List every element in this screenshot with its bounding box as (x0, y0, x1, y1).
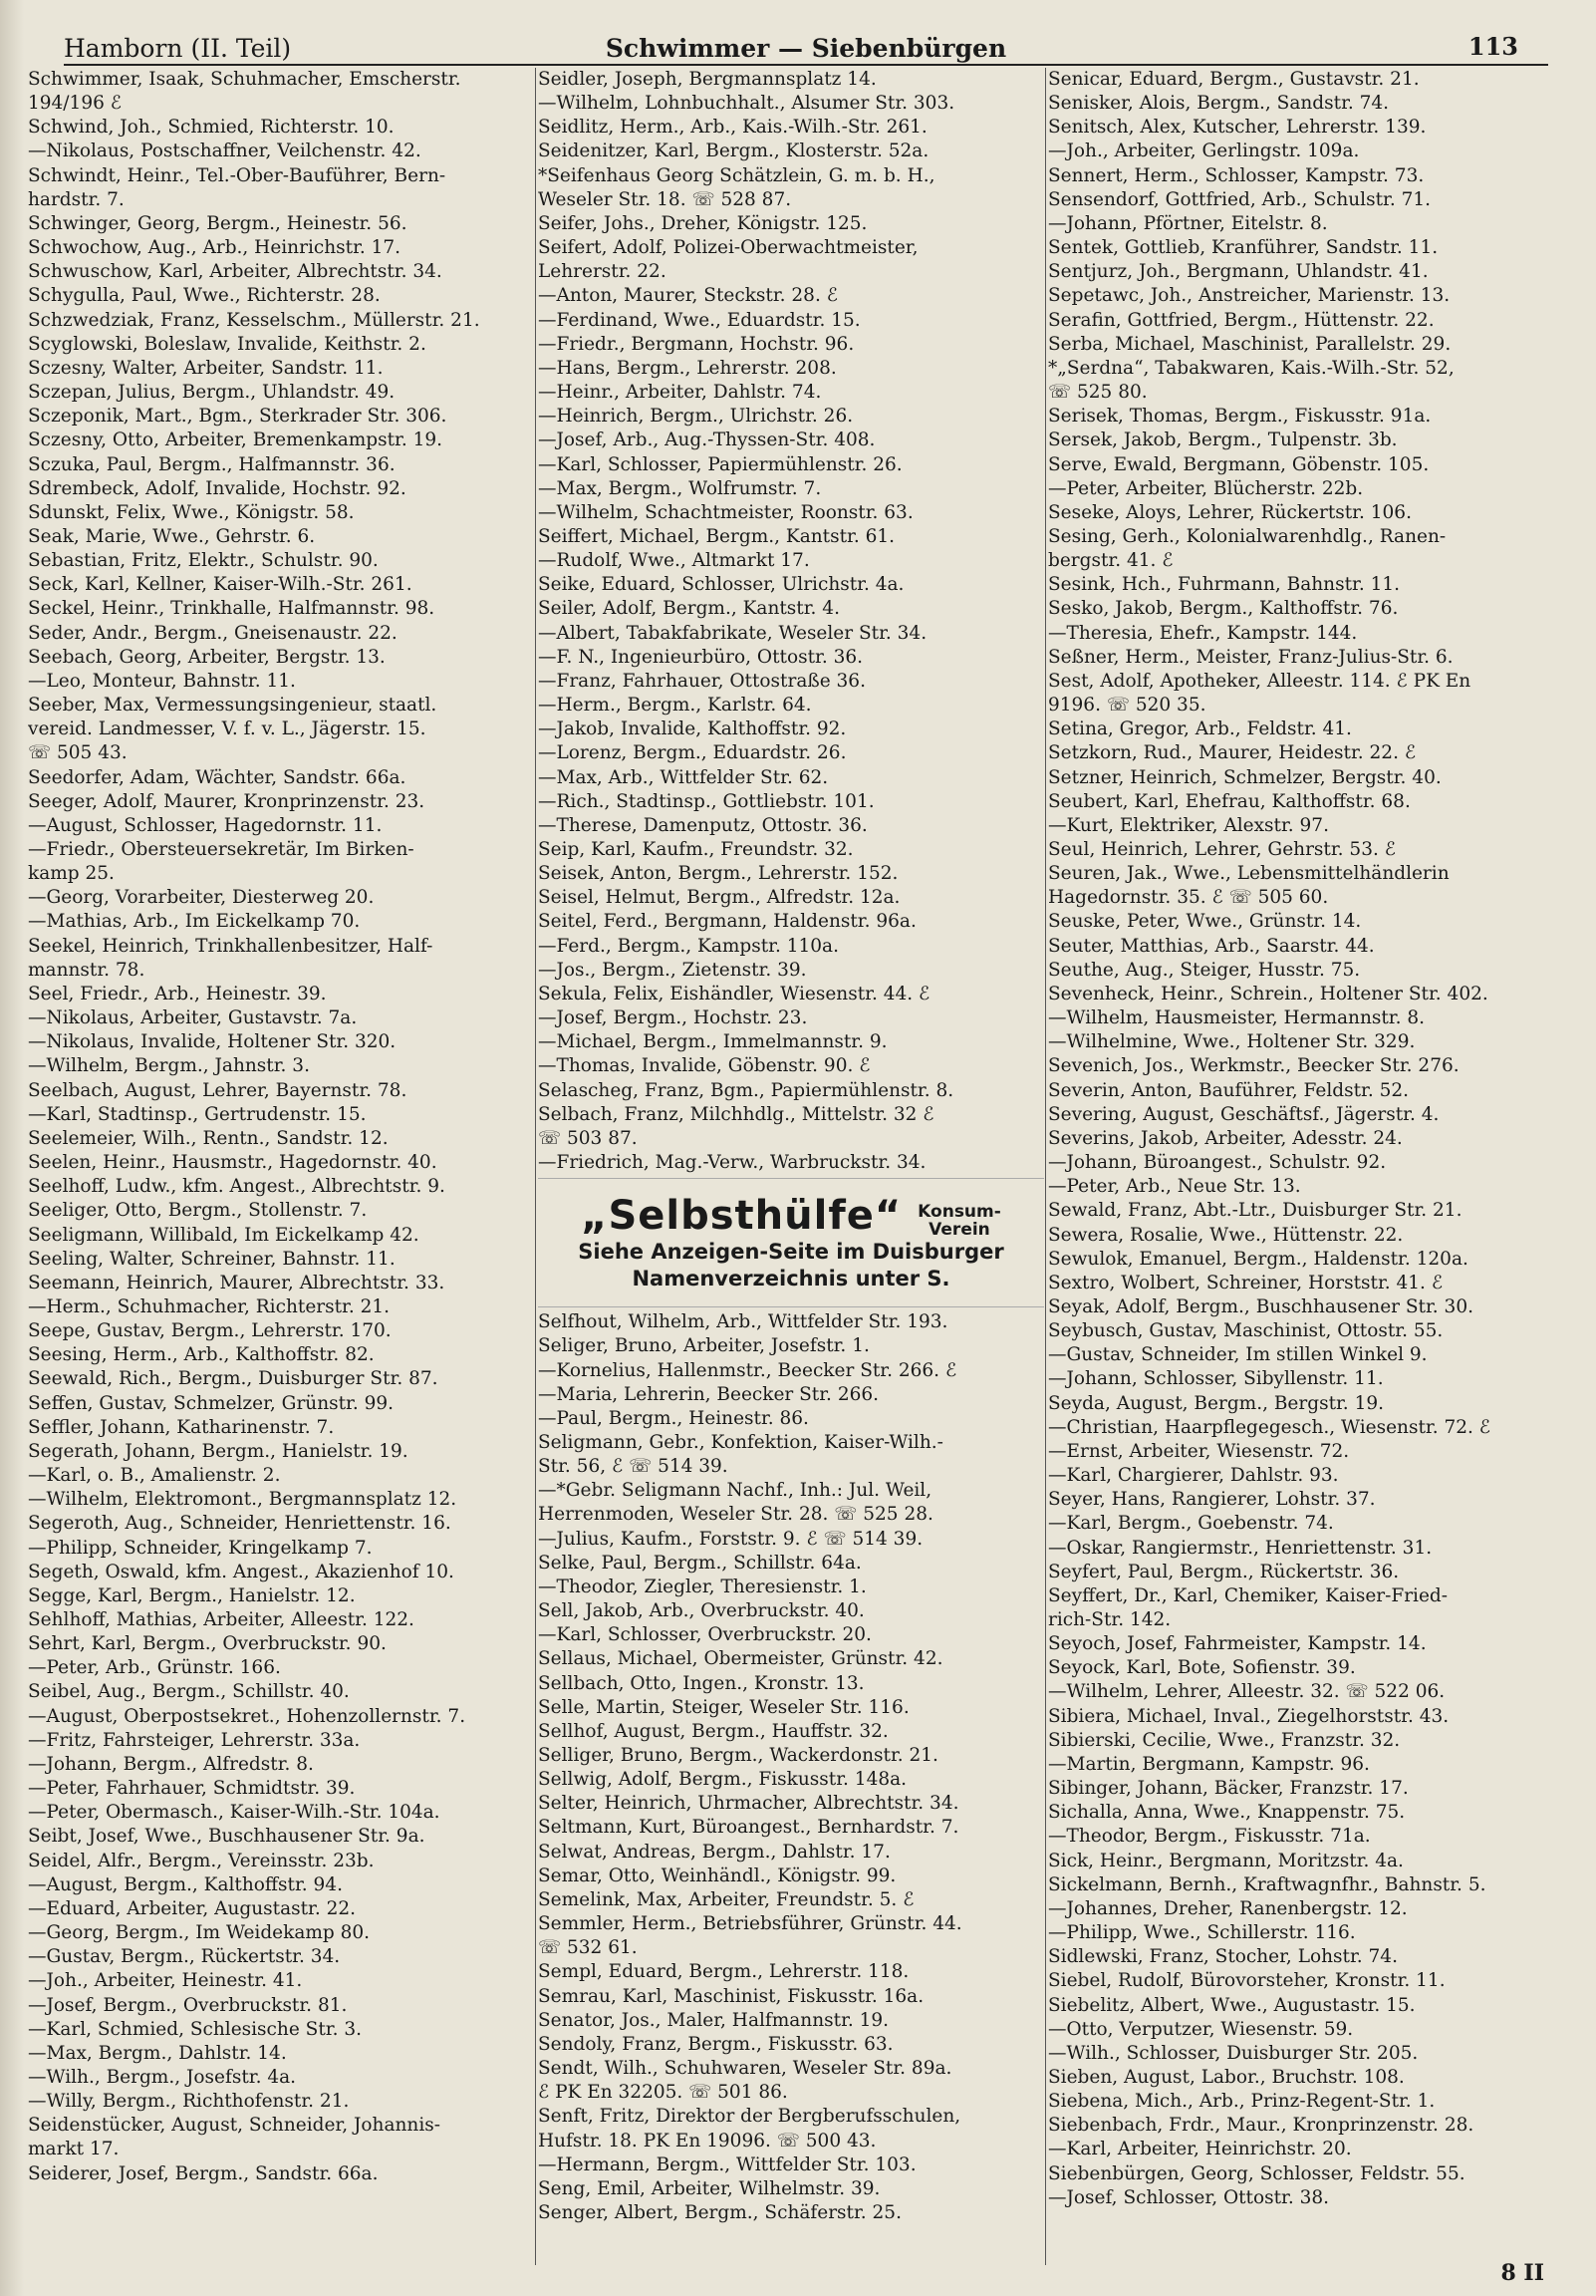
directory-entry: —Karl, Arbeiter, Heinrichstr. 20. (1048, 2139, 1352, 2160)
footer-signature: 8 II (1500, 2260, 1544, 2286)
directory-entry: vereid. Landmesser, V. f. v. L., Jägerstr. 15. (28, 718, 426, 740)
directory-entry: rich-Str. 142. (1048, 1609, 1172, 1630)
directory-entry: Seuter, Matthias, Arb., Saarstr. 44. (1048, 935, 1375, 957)
directory-entry: Seng, Emil, Arbeiter, Wilhelmstr. 39. (538, 2177, 881, 2199)
directory-entry: —Nikolaus, Arbeiter, Gustavstr. 7a. (28, 1007, 358, 1029)
directory-entry: —Hermann, Bergm., Wittfelder Str. 103. (538, 2153, 917, 2175)
directory-entry: —Wilhelm, Lohnbuchhalt., Alsumer Str. 303. (538, 93, 955, 115)
directory-entry: —Therese, Damenputz, Ottostr. 36. (538, 814, 868, 836)
column-1 (28, 68, 534, 2265)
directory-entry: Weseler Str. 18. ☏ 528 87. (538, 188, 792, 210)
directory-entry: Schwuschow, Karl, Arbeiter, Albrechtstr. 34. (28, 261, 442, 283)
directory-entry: —Joh., Arbeiter, Gerlingstr. 109a. (1048, 141, 1360, 162)
directory-entry: Sieben, August, Labor., Bruchstr. 108. (1048, 2066, 1405, 2088)
directory-entry: —Max, Bergm., Dahlstr. 14. (28, 2042, 287, 2064)
directory-entry: Sensendorf, Gottfried, Arb., Schulstr. 71. (1048, 188, 1432, 210)
directory-entry: —Johannes, Dreher, Ranenbergstr. 12. (1048, 1897, 1408, 1919)
directory-entry: Sendt, Wilh., Schuhwaren, Weseler Str. 89a. (538, 2058, 952, 2080)
directory-entry: —Hans, Bergm., Lehrerstr. 208. (538, 357, 837, 379)
directory-entry: Seck, Karl, Kellner, Kaiser-Wilh.-Str. 261. (28, 574, 412, 596)
directory-entry: Seiler, Adolf, Bergm., Kantstr. 4. (538, 598, 840, 620)
directory-entry: —Josef, Bergm., Hochstr. 23. (538, 1007, 808, 1029)
directory-entry: Sesing, Gerh., Kolonialwarenhdlg., Ranen- (1048, 525, 1447, 547)
directory-entry: Semelink, Max, Arbeiter, Freundstr. 5. ℰ (538, 1888, 915, 1910)
directory-entry: Selascheg, Franz, Bgm., Papiermühlenstr. 8. (538, 1079, 954, 1101)
directory-entry: *„Serdna“, Tabakwaren, Kais.-Wilh.-Str. 52, (1048, 357, 1455, 379)
directory-entry: Sibierski, Cecilie, Wwe., Franzstr. 32. (1048, 1729, 1401, 1751)
directory-entry: Semrau, Karl, Maschinist, Fiskusstr. 16a. (538, 1985, 925, 2007)
directory-entry: kamp 25. (28, 863, 115, 885)
directory-entry: Seekel, Heinrich, Trinkhallenbesitzer, Half- (28, 935, 433, 957)
directory-entry: Seepe, Gustav, Bergm., Lehrerstr. 170. (28, 1320, 392, 1342)
directory-entry: —Karl, Bergm., Goebenstr. 74. (1048, 1513, 1334, 1535)
directory-entry: —Karl, o. B., Amalienstr. 2. (28, 1465, 281, 1487)
column-divider (1045, 68, 1046, 2265)
directory-entry: Seidel, Alfr., Bergm., Vereinsstr. 23b. (28, 1850, 375, 1871)
directory-entry: Sczesny, Walter, Arbeiter, Sandstr. 11. (28, 357, 384, 379)
directory-entry: —Kurt, Elektriker, Alexstr. 97. (1048, 814, 1329, 836)
directory-entry: Schwimmer, Isaak, Schuhmacher, Emscherstr. (28, 69, 461, 90)
directory-entry: Segeroth, Aug., Schneider, Henriettenstr. 16. (28, 1513, 451, 1535)
directory-entry: Sebastian, Fritz, Elektr., Schulstr. 90. (28, 550, 379, 572)
directory-entry: Seliger, Bruno, Arbeiter, Josefstr. 1. (538, 1335, 870, 1357)
directory-entry: Seuthe, Aug., Steiger, Husstr. 75. (1048, 959, 1361, 981)
directory-entry: —Johann, Büroangest., Schulstr. 92. (1048, 1152, 1387, 1174)
directory-entry: —Joh., Arbeiter, Heinestr. 41. (28, 1970, 303, 1992)
directory-entry: 9196. ☏ 520 35. (1048, 695, 1206, 717)
directory-entry: Seel, Friedr., Arb., Heinestr. 39. (28, 983, 327, 1004)
directory-entry: —Friedr., Bergmann, Hochstr. 96. (538, 333, 855, 355)
directory-entry: markt 17. (28, 2139, 120, 2160)
header-range: Schwimmer — Siebenbürgen (605, 34, 1007, 63)
directory-entry: —Peter, Arb., Grünstr. 166. (28, 1657, 281, 1679)
directory-entry: —Julius, Kaufm., Forststr. 9. ℰ ☏ 514 39. (538, 1528, 924, 1550)
directory-entry: —Herm., Schuhmacher, Richterstr. 21. (28, 1295, 391, 1317)
directory-entry: ☏ 505 43. (28, 742, 128, 764)
directory-entry: —Max, Arb., Wittfelder Str. 62. (538, 766, 829, 788)
directory-entry: mannstr. 78. (28, 959, 145, 981)
directory-entry: Seiderer, Josef, Bergm., Sandstr. 66a. (28, 2162, 379, 2184)
directory-entry: Schzwedziak, Franz, Kesselschm., Müllerstr. 21. (28, 309, 480, 331)
directory-entry: —Oskar, Rangiermstr., Henriettenstr. 31. (1048, 1537, 1433, 1559)
directory-entry: —Gustav, Bergm., Rückertstr. 34. (28, 1946, 341, 1968)
directory-entry: Seisek, Anton, Bergm., Lehrerstr. 152. (538, 863, 899, 885)
directory-entry: Schygulla, Paul, Wwe., Richterstr. 28. (28, 285, 381, 307)
directory-entry: Seelbach, August, Lehrer, Bayernstr. 78. (28, 1079, 407, 1101)
directory-entry: Senger, Albert, Bergm., Schäferstr. 25. (538, 2201, 902, 2223)
directory-entry: Senitsch, Alex, Kutscher, Lehrerstr. 139. (1048, 117, 1427, 139)
directory-entry: —August, Schlosser, Hagedornstr. 11. (28, 814, 383, 836)
directory-entry: —Wilhelm, Hausmeister, Hermannstr. 8. (1048, 1007, 1426, 1029)
directory-entry: —Ferdinand, Wwe., Eduardstr. 15. (538, 309, 861, 331)
directory-entry: hardstr. 7. (28, 188, 125, 210)
directory-entry: —Maria, Lehrerin, Beecker Str. 266. (538, 1383, 880, 1405)
directory-entry: Siebelitz, Albert, Wwe., Augustastr. 15. (1048, 1994, 1416, 2016)
directory-entry: *Seifenhaus Georg Schätzlein, G. m. b. H., (538, 164, 935, 186)
directory-entry: Seffler, Johann, Katharinenstr. 7. (28, 1416, 335, 1438)
directory-entry: Senisker, Alois, Bergm., Sandstr. 74. (1048, 93, 1390, 115)
directory-entry: Seul, Heinrich, Lehrer, Gehrstr. 53. ℰ (1048, 839, 1396, 860)
directory-entry: Schwinger, Georg, Bergm., Heinestr. 56. (28, 212, 407, 234)
directory-entry: Sewera, Rosalie, Wwe., Hüttenstr. 22. (1048, 1224, 1404, 1246)
directory-entry: Seibel, Aug., Bergm., Schillstr. 40. (28, 1681, 350, 1703)
directory-entry: Seuske, Peter, Wwe., Grünstr. 14. (1048, 911, 1362, 933)
directory-entry: —Nikolaus, Invalide, Holtener Str. 320. (28, 1031, 397, 1053)
directory-entry: Sickelmann, Bernh., Kraftwagnfhr., Bahnstr. 5. (1048, 1873, 1486, 1895)
directory-entry: —Wilhelm, Schachtmeister, Roonstr. 63. (538, 501, 914, 523)
directory-entry: Seelemeier, Wilh., Rentn., Sandstr. 12. (28, 1127, 389, 1149)
directory-entry: Seewald, Rich., Bergm., Duisburger Str. 87. (28, 1368, 438, 1390)
directory-entry: Sehrt, Karl, Bergm., Overbruckstr. 90. (28, 1633, 387, 1655)
directory-entry: Sevenich, Jos., Werkmstr., Beecker Str. 276. (1048, 1055, 1460, 1077)
directory-entry: —Wilhelm, Elektromont., Bergmannsplatz 12. (28, 1489, 457, 1511)
page-edge-shadow (0, 0, 24, 2296)
directory-entry: Seifert, Adolf, Polizei-Oberwachtmeister, (538, 237, 919, 259)
directory-entry: Seesing, Herm., Arb., Kalthoffstr. 82. (28, 1344, 375, 1366)
directory-entry: Sempl, Eduard, Bergm., Lehrerstr. 118. (538, 1961, 910, 1983)
directory-entry: —Herm., Bergm., Karlstr. 64. (538, 695, 812, 717)
directory-entry: —Josef, Bergm., Overbruckstr. 81. (28, 1994, 348, 2016)
directory-entry: Serafin, Gottfried, Bergm., Hüttenstr. 22. (1048, 309, 1435, 331)
directory-entry: Herrenmoden, Weseler Str. 28. ☏ 525 28. (538, 1504, 933, 1526)
directory-entry: Seyak, Adolf, Bergm., Buschhausener Str. 30. (1048, 1295, 1473, 1317)
directory-entry: Sennert, Herm., Schlosser, Kampstr. 73. (1048, 164, 1425, 186)
directory-entry: Selfhout, Wilhelm, Arb., Wittfelder Str. 193. (538, 1311, 948, 1333)
directory-entry: Seyfert, Paul, Bergm., Rückertstr. 36. (1048, 1561, 1400, 1582)
directory-entry: Sdunskt, Felix, Wwe., Königstr. 58. (28, 501, 355, 523)
directory-entry: —Johann, Pförtner, Eitelstr. 8. (1048, 212, 1328, 234)
directory-entry: Sentjurz, Joh., Bergmann, Uhlandstr. 41. (1048, 261, 1429, 283)
directory-entry: Sevenheck, Heinr., Schrein., Holtener Str. 402. (1048, 983, 1488, 1004)
directory-entry: Sesink, Hch., Fuhrmann, Bahnstr. 11. (1048, 574, 1401, 596)
directory-entry: —Lorenz, Bergm., Eduardstr. 26. (538, 742, 847, 764)
directory-entry: Siebenbürgen, Georg, Schlosser, Feldstr. 55. (1048, 2162, 1465, 2184)
selbsthuelfe-advertisement (538, 1178, 1044, 1307)
directory-entry: Seubert, Karl, Ehefrau, Kalthoffstr. 68. (1048, 790, 1411, 812)
directory-entry: Seder, Andr., Bergm., Gneisenaustr. 22. (28, 622, 398, 644)
directory-entry: —F. N., Ingenieurbüro, Ottostr. 36. (538, 646, 864, 668)
directory-entry: Sellwig, Adolf, Bergm., Fiskusstr. 148a. (538, 1769, 908, 1791)
directory-entry: Setzkorn, Rud., Maurer, Heidestr. 22. ℰ (1048, 742, 1417, 764)
directory-entry: —Johann, Bergm., Alfredstr. 8. (28, 1753, 314, 1775)
directory-entry: Schwochow, Aug., Arb., Heinrichstr. 17. (28, 237, 401, 259)
directory-entry: —Leo, Monteur, Bahnstr. 11. (28, 670, 296, 692)
directory-entry: Sidlewski, Franz, Stocher, Lohstr. 74. (1048, 1946, 1398, 1968)
directory-entry: —Friedr., Obersteuersekretär, Im Birken- (28, 839, 414, 860)
directory-entry: Seisel, Helmut, Bergm., Alfredstr. 12a. (538, 887, 901, 909)
header-volume: Hamborn (II. Teil) (64, 34, 292, 63)
directory-entry: Seffen, Gustav, Schmelzer, Grünstr. 99. (28, 1392, 395, 1414)
directory-entry: Siebena, Mich., Arb., Prinz-Regent-Str. 1. (1048, 2091, 1436, 2113)
directory-entry: Seip, Karl, Kaufm., Freundstr. 32. (538, 839, 854, 860)
directory-entry: Setina, Gregor, Arb., Feldstr. 41. (1048, 718, 1352, 740)
page-header (64, 28, 1548, 66)
directory-entry: ☏ 503 87. (538, 1127, 638, 1149)
directory-entry: Sextro, Wolbert, Schreiner, Horststr. 41. ℰ (1048, 1272, 1444, 1293)
directory-entry: —Martin, Bergmann, Kampstr. 96. (1048, 1753, 1370, 1775)
directory-entry: Seidenstücker, August, Schneider, Johannis- (28, 2115, 440, 2137)
directory-entry: Sendoly, Franz, Bergm., Fiskusstr. 63. (538, 2033, 894, 2055)
directory-entry: Sewulok, Emanuel, Bergm., Haldenstr. 120a. (1048, 1248, 1468, 1270)
directory-entry: Sczesny, Otto, Arbeiter, Bremenkampstr. 19. (28, 430, 443, 451)
directory-entry: —Rich., Stadtinsp., Gottliebstr. 101. (538, 790, 875, 812)
directory-entry: —Heinr., Arbeiter, Dahlstr. 74. (538, 382, 822, 404)
directory-entry: Sichalla, Anna, Wwe., Knappenstr. 75. (1048, 1802, 1406, 1824)
directory-entry: Seligmann, Gebr., Konfektion, Kaiser-Wilh.- (538, 1431, 943, 1453)
directory-entry: Sick, Heinr., Bergmann, Moritzstr. 4a. (1048, 1850, 1404, 1871)
ad-title: „Selbsthülfe“ (581, 1193, 903, 1240)
directory-entry: —Wilh., Schlosser, Duisburger Str. 205. (1048, 2042, 1419, 2064)
directory-entry: —Ernst, Arbeiter, Wiesenstr. 72. (1048, 1440, 1350, 1462)
directory-entry: —Wilhelm, Bergm., Jahnstr. 3. (28, 1055, 310, 1077)
directory-entry: —Karl, Schmied, Schlesische Str. 3. (28, 2018, 362, 2040)
directory-entry: —Franz, Fahrhauer, Ottostraße 36. (538, 670, 866, 692)
directory-entry: —Georg, Vorarbeiter, Diesterweg 20. (28, 887, 375, 909)
directory-entry: Seidler, Joseph, Bergmannsplatz 14. (538, 69, 877, 90)
directory-entry: Sell, Jakob, Arb., Overbruckstr. 40. (538, 1600, 865, 1622)
directory-entry: Sczepan, Julius, Bergm., Uhlandstr. 49. (28, 382, 396, 404)
directory-entry: Seeling, Walter, Schreiner, Bahnstr. 11. (28, 1248, 396, 1270)
directory-entry: Seelen, Heinr., Hausmstr., Hagedornstr. 40. (28, 1152, 437, 1174)
directory-entry: Sersek, Jakob, Bergm., Tulpenstr. 3b. (1048, 430, 1398, 451)
directory-entry: 194/196 ℰ (28, 93, 122, 115)
directory-entry: —Peter, Fahrhauer, Schmidtstr. 39. (28, 1778, 356, 1800)
directory-entry: Serba, Michael, Maschinist, Parallelstr. 29. (1048, 333, 1452, 355)
directory-entry: —Karl, Schlosser, Papiermühlenstr. 26. (538, 453, 903, 475)
directory-entry: —Theodor, Ziegler, Theresienstr. 1. (538, 1576, 867, 1597)
directory-entry: —Josef, Arb., Aug.-Thyssen-Str. 408. (538, 430, 876, 451)
directory-entry: Selliger, Bruno, Bergm., Wackerdonstr. 21. (538, 1745, 938, 1766)
directory-entry: —Otto, Verputzer, Wiesenstr. 59. (1048, 2018, 1354, 2040)
directory-entry: Severins, Jakob, Arbeiter, Adesstr. 24. (1048, 1127, 1403, 1149)
directory-entry: —Wilhelmine, Wwe., Holtener Str. 329. (1048, 1031, 1416, 1053)
directory-entry: —Mathias, Arb., Im Eickelkamp 70. (28, 911, 361, 933)
directory-entry: Sellhof, August, Bergm., Hauffstr. 32. (538, 1720, 889, 1742)
directory-entry: Hagedornstr. 35. ℰ ☏ 505 60. (1048, 887, 1329, 909)
directory-entry: Senicar, Eduard, Bergm., Gustavstr. 21. (1048, 69, 1420, 90)
directory-entry: Segeth, Oswald, kfm. Angest., Akazienhof 10. (28, 1561, 454, 1582)
directory-entry: Scyglowski, Boleslaw, Invalide, Keithstr. 2. (28, 333, 426, 355)
directory-entry: Seyda, August, Bergm., Bergstr. 19. (1048, 1392, 1384, 1414)
directory-entry: Sczuka, Paul, Bergm., Halfmannstr. 36. (28, 453, 396, 475)
directory-entry: Schwind, Joh., Schmied, Richterstr. 10. (28, 117, 395, 139)
directory-entry: ☏ 525 80. (1048, 382, 1148, 404)
directory-entry: Senator, Jos., Maler, Halfmannstr. 19. (538, 2009, 890, 2031)
directory-entry: Seuren, Jak., Wwe., Lebensmittelhändlerin (1048, 863, 1450, 885)
directory-entry: —Karl, Stadtinsp., Gertrudenstr. 15. (28, 1103, 367, 1125)
ad-line-1: Siehe Anzeigen-Seite im Duisburger (578, 1240, 1004, 1265)
ad-side-text: Konsum- Verein (918, 1202, 1001, 1241)
directory-entry: Seyoch, Josef, Fahrmeister, Kampstr. 14. (1048, 1633, 1427, 1655)
directory-entry: —Peter, Obermasch., Kaiser-Wilh.-Str. 104a. (28, 1802, 440, 1824)
directory-entry: —Heinrich, Bergm., Ulrichstr. 26. (538, 406, 854, 428)
directory-entry: Sehlhoff, Mathias, Arbeiter, Alleestr. 122. (28, 1609, 414, 1630)
directory-entry: Sentek, Gottlieb, Kranführer, Sandstr. 11. (1048, 237, 1439, 259)
directory-entry: Sekula, Felix, Eishändler, Wiesenstr. 44. ℰ (538, 983, 931, 1004)
directory-entry: Sest, Adolf, Apotheker, Alleestr. 114. ℰ PK En (1048, 670, 1471, 692)
directory-entry: Seyock, Karl, Bote, Sofienstr. 39. (1048, 1657, 1356, 1679)
directory-entry: Seyffert, Dr., Karl, Chemiker, Kaiser-Fried- (1048, 1584, 1449, 1606)
directory-entry: ☏ 532 61. (538, 1937, 638, 1959)
directory-entry: —Willy, Bergm., Richthofenstr. 21. (28, 2091, 350, 2113)
directory-entry: Seyer, Hans, Rangierer, Lohstr. 37. (1048, 1489, 1376, 1511)
directory-entry: Seidlitz, Herm., Arb., Kais.-Wilh.-Str. 261. (538, 117, 928, 139)
directory-entry: Severin, Anton, Bauführer, Feldstr. 52. (1048, 1079, 1410, 1101)
column-2 (538, 68, 1044, 2265)
directory-entry: Seelhoff, Ludw., kfm. Angest., Albrechtstr. 9. (28, 1176, 445, 1198)
directory-entry: Segge, Karl, Bergm., Hanielstr. 12. (28, 1584, 356, 1606)
directory-entry: Str. 56, ℰ ☏ 514 39. (538, 1456, 728, 1478)
directory-entry: —Jos., Bergm., Zietenstr. 39. (538, 959, 807, 981)
directory-entry: —Gustav, Schneider, Im stillen Winkel 9. (1048, 1344, 1428, 1366)
directory-entry: Seeger, Adolf, Maurer, Kronprinzenstr. 23. (28, 790, 425, 812)
directory-entry: Sellbach, Otto, Ingen., Kronstr. 13. (538, 1672, 865, 1694)
directory-entry: —Eduard, Arbeiter, Augustastr. 22. (28, 1897, 357, 1919)
directory-entry: Semmler, Herm., Betriebsführer, Grünstr. 44. (538, 1913, 962, 1935)
column-3 (1048, 68, 1546, 2265)
directory-entry: Seitel, Ferd., Bergmann, Haldenstr. 96a. (538, 911, 917, 933)
directory-entry: Serisek, Thomas, Bergm., Fiskusstr. 91a. (1048, 406, 1432, 428)
directory-entry: Seltmann, Kurt, Büroangest., Bernhardstr. 7. (538, 1817, 959, 1839)
directory-entry: Seebach, Georg, Arbeiter, Bergstr. 13. (28, 646, 386, 668)
directory-entry: Sibiera, Michael, Inval., Ziegelhorststr. 43. (1048, 1705, 1450, 1727)
directory-entry: Seybusch, Gustav, Maschinist, Ottostr. 55. (1048, 1320, 1444, 1342)
directory-entry: Sdrembeck, Adolf, Invalide, Hochstr. 92. (28, 477, 406, 499)
directory-entry: —Johann, Schlosser, Sibyllenstr. 11. (1048, 1368, 1384, 1390)
directory-entry: Seifer, Johs., Dreher, Königstr. 125. (538, 212, 868, 234)
directory-entry: Selle, Martin, Steiger, Weseler Str. 116. (538, 1696, 910, 1718)
directory-entry: —Christian, Haarpflegegesch., Wiesenstr. 72. ℰ (1048, 1416, 1490, 1438)
directory-entry: —Karl, Schlosser, Overbruckstr. 20. (538, 1624, 872, 1646)
directory-entry: Schwindt, Heinr., Tel.-Ober-Bauführer, Bern- (28, 164, 446, 186)
directory-entry: —*Gebr. Seligmann Nachf., Inh.: Jul. Weil, (538, 1480, 932, 1502)
directory-entry: —Karl, Chargierer, Dahlstr. 93. (1048, 1465, 1339, 1487)
directory-entry: —Josef, Schlosser, Ottostr. 38. (1048, 2186, 1330, 2208)
directory-entry: Siebel, Rudolf, Bürovorsteher, Kronstr. 11. (1048, 1970, 1446, 1992)
directory-entry: Serve, Ewald, Bergmann, Göbenstr. 105. (1048, 453, 1430, 475)
directory-entry: —Rudolf, Wwe., Altmarkt 17. (538, 550, 810, 572)
directory-entry: Seike, Eduard, Schlosser, Ulrichstr. 4a. (538, 574, 905, 596)
directory-entry: —Wilh., Bergm., Josefstr. 4a. (28, 2066, 297, 2088)
directory-entry: —Friedrich, Mag.-Verw., Warbruckstr. 34. (538, 1152, 927, 1174)
directory-entry: bergstr. 41. ℰ (1048, 550, 1174, 572)
directory-entry: —Michael, Bergm., Immelmannstr. 9. (538, 1031, 888, 1053)
directory-entry: Sczeponik, Mart., Bgm., Sterkrader Str. 306. (28, 406, 447, 428)
directory-entry: Seibt, Josef, Wwe., Buschhausener Str. 9a. (28, 1826, 425, 1848)
directory-entry: —Max, Bergm., Wolfrumstr. 7. (538, 477, 822, 499)
directory-entry: Selbach, Franz, Milchhdlg., Mittelstr. 32 ℰ (538, 1103, 934, 1125)
directory-entry: Selter, Heinrich, Uhrmacher, Albrechtstr. 34. (538, 1793, 959, 1815)
directory-entry: Lehrerstr. 22. (538, 261, 666, 283)
directory-entry: Seedorfer, Adam, Wächter, Sandstr. 66a. (28, 766, 406, 788)
directory-entry: —Fritz, Fahrsteiger, Lehrerstr. 33a. (28, 1729, 361, 1751)
directory-entry: —Thomas, Invalide, Göbenstr. 90. ℰ (538, 1055, 871, 1077)
directory-entry: Sesko, Jakob, Bergm., Kalthoffstr. 76. (1048, 598, 1399, 620)
directory-entry: —Georg, Bergm., Im Weidekamp 80. (28, 1922, 371, 1944)
directory-entry: —Peter, Arb., Neue Str. 13. (1048, 1176, 1301, 1198)
directory-entry: Senft, Fritz, Direktor der Bergberufsschulen, (538, 2106, 961, 2128)
directory-entry: ℰ PK En 32205. ☏ 501 86. (538, 2082, 788, 2104)
directory-entry: —Wilhelm, Lehrer, Alleestr. 32. ☏ 522 06. (1048, 1681, 1446, 1703)
directory-entry: —Philipp, Wwe., Schillerstr. 116. (1048, 1922, 1356, 1944)
directory-entry: —Theodor, Bergm., Fiskusstr. 71a. (1048, 1826, 1371, 1848)
directory-entry: Seeliger, Otto, Bergm., Stollenstr. 7. (28, 1200, 368, 1222)
page-number: 113 (1467, 32, 1518, 61)
directory-entry: Sibinger, Johann, Bäcker, Franzstr. 17. (1048, 1778, 1409, 1800)
directory-entry: Seiffert, Michael, Bergm., Kantstr. 61. (538, 525, 895, 547)
directory-entry: —Albert, Tabakfabrikate, Weseler Str. 34. (538, 622, 928, 644)
directory-entry: Segerath, Johann, Bergm., Hanielstr. 19. (28, 1440, 408, 1462)
directory-entry: Sewald, Franz, Abt.-Ltr., Duisburger Str. 21. (1048, 1200, 1463, 1222)
ad-line-2: Namenverzeichnis unter S. (632, 1267, 950, 1292)
directory-entry: —Paul, Bergm., Heinestr. 86. (538, 1407, 809, 1429)
directory-entry: Semar, Otto, Weinhändl., Königstr. 99. (538, 1865, 897, 1886)
directory-entry: Seeber, Max, Vermessungsingenieur, staatl. (28, 695, 437, 717)
directory-entry: —Theresia, Ehefr., Kampstr. 144. (1048, 622, 1358, 644)
directory-entry: Selke, Paul, Bergm., Schillstr. 64a. (538, 1552, 862, 1574)
column-divider (535, 68, 536, 2265)
directory-entry: Seseke, Aloys, Lehrer, Rückertstr. 106. (1048, 501, 1412, 523)
directory-entry: Seckel, Heinr., Trinkhalle, Halfmannstr. 98. (28, 598, 435, 620)
directory-entry: —August, Bergm., Kalthoffstr. 94. (28, 1873, 343, 1895)
directory-entry: Siebenbach, Frdr., Maur., Kronprinzenstr. 28. (1048, 2115, 1474, 2137)
directory-entry: —Anton, Maurer, Steckstr. 28. ℰ (538, 285, 838, 307)
directory-entry: Sellaus, Michael, Obermeister, Grünstr. 42. (538, 1648, 943, 1670)
directory-entry: —Kornelius, Hallenmstr., Beecker Str. 266. ℰ (538, 1359, 957, 1381)
directory-entry: Seidenitzer, Karl, Bergm., Klosterstr. 52a. (538, 141, 930, 162)
directory-entry: —August, Oberpostsekret., Hohenzollernstr. 7. (28, 1705, 466, 1727)
directory-entry: —Jakob, Invalide, Kalthoffstr. 92. (538, 718, 847, 740)
directory-entry: Sepetawc, Joh., Anstreicher, Marienstr. 13. (1048, 285, 1451, 307)
directory-entry: —Nikolaus, Postschaffner, Veilchenstr. 42. (28, 141, 421, 162)
directory-entry: Seßner, Herm., Meister, Franz-Julius-Str. 6. (1048, 646, 1454, 668)
directory-entry: Seemann, Heinrich, Maurer, Albrechtstr. 33. (28, 1272, 445, 1293)
directory-entry: Selwat, Andreas, Bergm., Dahlstr. 17. (538, 1841, 891, 1863)
directory-entry: Setzner, Heinrich, Schmelzer, Bergstr. 40. (1048, 766, 1442, 788)
directory-entry: Severing, August, Geschäftsf., Jägerstr. 4. (1048, 1103, 1440, 1125)
directory-entry: Seak, Marie, Wwe., Gehrstr. 6. (28, 525, 316, 547)
directory-entry: —Philipp, Schneider, Kringelkamp 7. (28, 1537, 373, 1559)
directory-entry: Hufstr. 18. PK En 19096. ☏ 500 43. (538, 2130, 877, 2152)
directory-entry: —Peter, Arbeiter, Blücherstr. 22b. (1048, 477, 1364, 499)
directory-entry: Seeligmann, Willibald, Im Eickelkamp 42. (28, 1224, 419, 1246)
directory-entry: —Ferd., Bergm., Kampstr. 110a. (538, 935, 839, 957)
